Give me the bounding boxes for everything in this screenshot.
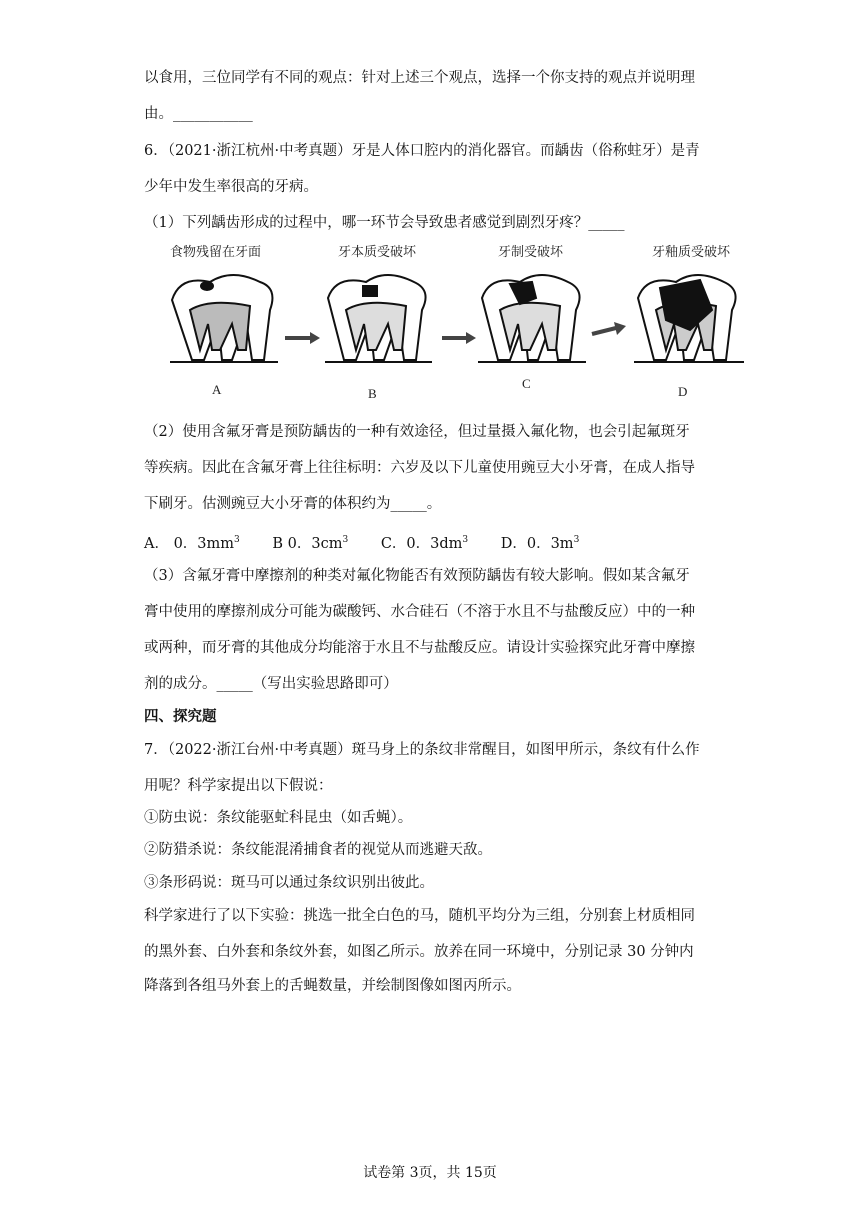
text-line: 膏中使用的摩擦剂成分可能为碳酸钙、水合硅石（不溶于水且不与盐酸反应）中的一种 bbox=[144, 604, 695, 620]
text-line: 的黑外套、白外套和条纹外套，如图乙所示。放养在同一环境中，分别记录 30 分钟内 bbox=[144, 944, 694, 960]
hypothesis-1: ①防虫说：条纹能驱虻科昆虫（如舌蝇）。 bbox=[144, 810, 413, 826]
text-line: 科学家进行了以下实验：挑选一批全白色的马，随机平均分为三组，分别套上材质相同 bbox=[144, 908, 695, 924]
tooth-b bbox=[325, 275, 432, 362]
text-line: 下刷牙。估测豌豆大小牙膏的体积约为_____。 bbox=[144, 496, 442, 512]
text-line: 降落到各组马外套上的舌蝇数量，并绘制图像如图丙所示。 bbox=[144, 978, 521, 994]
page-footer: 试卷第 3页，共 15页 bbox=[363, 1165, 497, 1181]
question-6-title: 6．（2021·浙江杭州·中考真题）牙是人体口腔内的消化器官。而龋齿（俗称蛀牙）是青 bbox=[144, 143, 700, 159]
tooth-c bbox=[478, 275, 586, 362]
section-heading: 四、探究题 bbox=[144, 708, 217, 725]
tooth-decay-figure bbox=[160, 240, 760, 405]
option-c: C．0．$3dm^3$ bbox=[380, 535, 469, 552]
figure-letter: D bbox=[678, 384, 688, 399]
figure-letter: A bbox=[212, 382, 222, 397]
stage-label: 牙本质受破坏 bbox=[338, 244, 417, 259]
text-line: 或两种，而牙膏的其他成分均能溶于水且不与盐酸反应。请设计实验探究此牙膏中摩擦 bbox=[144, 640, 695, 656]
text-line: 用呢？科学家提出以下假说： bbox=[144, 778, 333, 794]
tooth-d bbox=[634, 275, 744, 362]
stage-label: 食物残留在牙面 bbox=[170, 244, 262, 259]
text-line: 以食用，三位同学有不同的观点：针对上述三个观点，选择一个你支持的观点并说明理 bbox=[144, 70, 695, 86]
stage-label: 牙釉质受破坏 bbox=[652, 244, 731, 259]
question-7-title: 7．（2022·浙江台州·中考真题）斑马身上的条纹非常醒目，如图甲所示，条纹有什么作 bbox=[144, 742, 700, 758]
text-line: 剂的成分。_____（写出实验思路即可） bbox=[144, 676, 398, 692]
question-6-2: （2）使用含氟牙膏是预防龋齿的一种有效途径，但过量摄入氟化物，也会引起氟斑牙 bbox=[144, 424, 690, 440]
question-6-3: （3）含氟牙膏中摩擦剂的种类对氟化物能否有效预防龋齿有较大影响。假如某含氟牙 bbox=[144, 568, 690, 584]
option-a: A． 0．$3mm^3$ bbox=[144, 535, 240, 552]
figure-letter: C bbox=[522, 376, 531, 391]
answer-options bbox=[144, 530, 607, 554]
option-d: D．0．$3m^3$ bbox=[500, 535, 580, 552]
option-b: B 0．$3cm^3$ bbox=[272, 535, 349, 552]
tooth-a bbox=[170, 275, 278, 362]
hypothesis-2: ②防猎杀说：条纹能混淆捕食者的视觉从而逃避天敌。 bbox=[144, 842, 492, 858]
text-line: 等疾病。因此在含氟牙膏上往往标明：六岁及以下儿童使用豌豆大小牙膏，在成人指导 bbox=[144, 460, 695, 476]
hypothesis-3: ③条形码说：斑马可以通过条纹识别出彼此。 bbox=[144, 875, 434, 891]
stage-label: 牙制受破坏 bbox=[498, 244, 564, 259]
figure-letter: B bbox=[368, 386, 377, 401]
question-6-1: （1）下列龋齿形成的过程中，哪一环节会导致患者感觉到剧烈牙疼？_____ bbox=[144, 215, 625, 231]
text-line: 少年中发生率很高的牙病。 bbox=[144, 179, 318, 195]
text-line: 由。___________ bbox=[144, 106, 253, 122]
